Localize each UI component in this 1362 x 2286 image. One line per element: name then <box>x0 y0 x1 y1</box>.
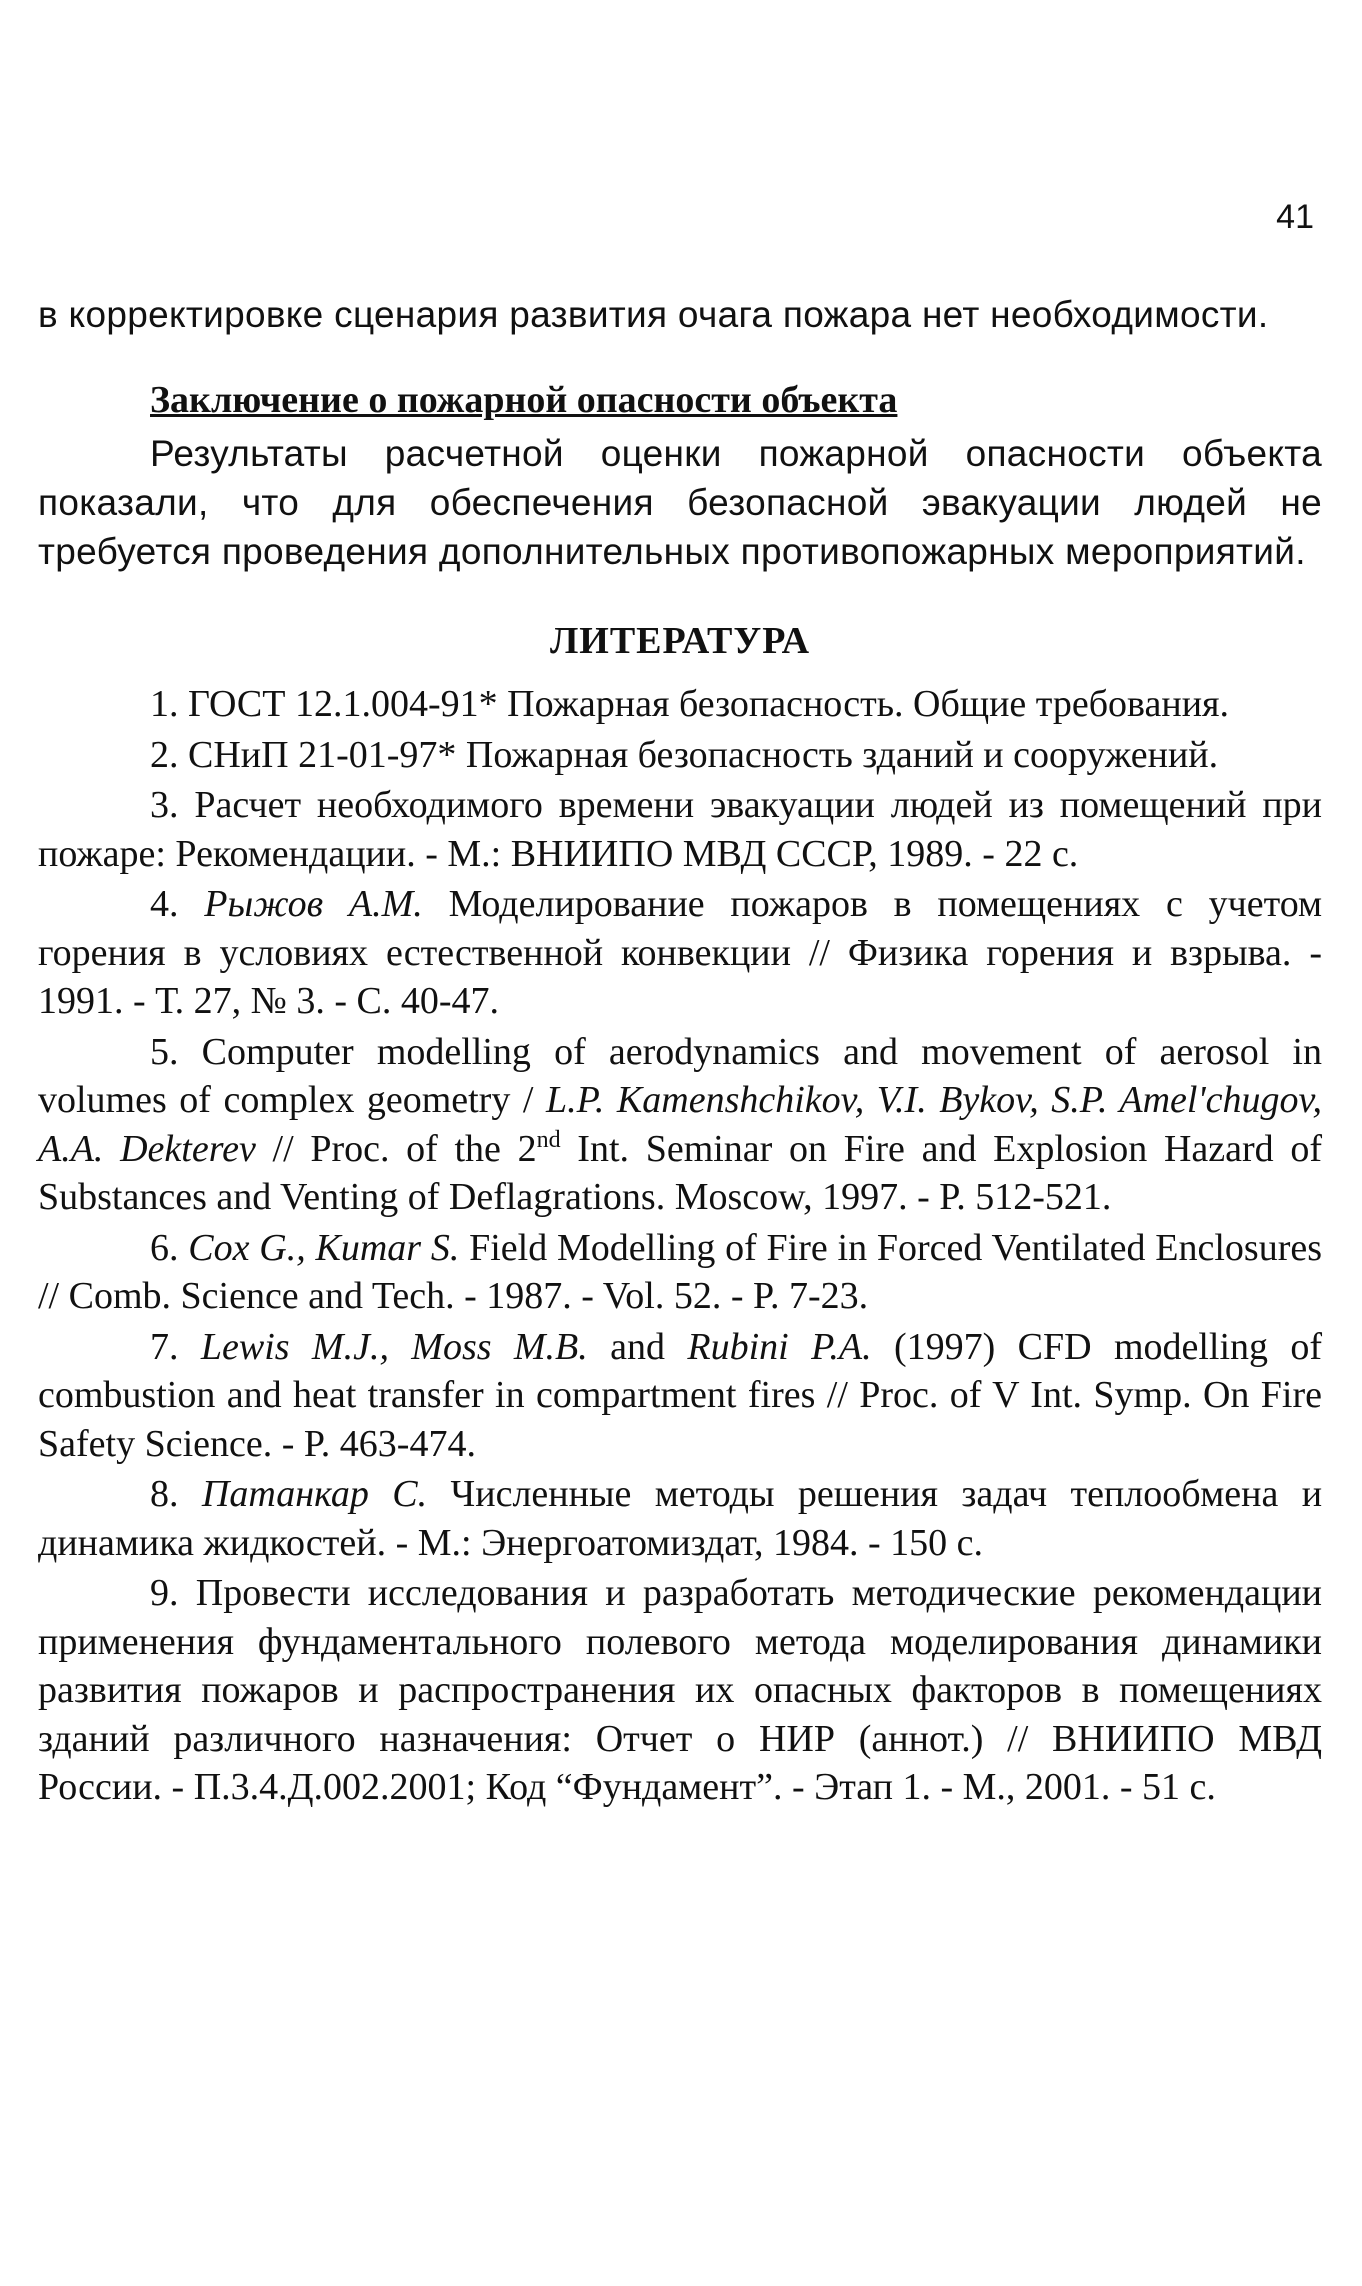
intro-paragraph: в корректировке сценария развития очага пожара нет необходимости. <box>38 294 1269 335</box>
reference-number: 8. <box>150 1473 179 1515</box>
reference-text: (1997) CFD modelling of combustion and heat transfer in compartment fires // Proc. of V Int. Symp. On Fire Safety Science. - P. 463-474. <box>38 1325 1323 1465</box>
reference-text: Расчет необходимого времени эвакуации людей из помещений при пожаре: Рекомендации. - М.: ВНИИПО МВД СССР, 1989. - 22 с. <box>38 784 1322 875</box>
reference-item-7 <box>38 1323 1322 1469</box>
reference-number: 1. <box>150 683 179 725</box>
reference-number: 5. <box>150 1030 179 1073</box>
reference-number: 3. <box>150 784 179 826</box>
reference-text: Int. Seminar on Fire and Explosion Hazard of Substances and Venting of Deflagrations. Moscow, 1997. - P. 512-521. <box>38 1127 1322 1218</box>
reference-number: 7. <box>150 1325 179 1368</box>
reference-text: Computer modelling of aerodynamics and movement of aerosol in volumes of complex geometry / <box>38 1030 1322 1121</box>
reference-text: // Proc. of the 2 <box>255 1127 537 1170</box>
page-number: 41 <box>1276 198 1314 236</box>
reference-item-3 <box>38 781 1322 878</box>
reference-text: Провести исследования и разработать методические рекомендации применения фундаментального полевого метода моделирования динамики развития пожаров и распространения их опасных факторов в помещениях зданий различного назначения: Отчет о НИР (аннот.) // ВНИИПО МВД России. - П.3.4.Д.002.2001; Код “Фундамент”. - Этап 1. - М., 2001. - 51 с. <box>38 1572 1323 1808</box>
reference-item-9 <box>38 1569 1322 1812</box>
reference-item-5 <box>38 1028 1322 1222</box>
reference-text: СНиП 21-01-97* Пожарная безопасность зданий и сооружений. <box>188 733 1219 776</box>
reference-text: ГОСТ 12.1.004-91* Пожарная безопасность. Общие требования. <box>188 683 1230 725</box>
reference-number: 4. <box>150 883 179 925</box>
reference-item-1 <box>38 680 1322 729</box>
reference-number: 2. <box>150 733 179 776</box>
reference-item-6 <box>38 1224 1322 1321</box>
reference-item-2 <box>38 731 1322 780</box>
ordinal-superscript: nd <box>536 1126 561 1153</box>
reference-authors: Патанкар С. <box>201 1473 428 1515</box>
reference-text: Численные методы решения задач теплообмена и динамика жидкостей. - М.: Энергоатомиздат, 1984. - 150 с. <box>38 1473 1323 1564</box>
reference-authors: Rubini P.A. <box>687 1325 872 1368</box>
reference-authors: Cox G., Kumar S. <box>188 1226 460 1269</box>
reference-conjunction: and <box>610 1325 666 1368</box>
document-page <box>38 196 1322 1814</box>
reference-number: 6. <box>150 1226 179 1269</box>
reference-authors: L.P. Kamenshchikov, V.I. Bykov, S.P. Amel'chugov, A.A. Dekterev <box>38 1079 1322 1170</box>
reference-item-8 <box>38 1470 1322 1567</box>
reference-text: Field Modelling of Fire in Forced Ventilated Enclosures // Comb. Science and Tech. - 1987. - Vol. 52. - P. 7-23. <box>38 1226 1323 1317</box>
reference-authors: Рыжов А.М. <box>204 883 423 925</box>
conclusion-paragraph: Результаты расчетной оценки пожарной опасности объекта показали, что для обеспечения безопасной эвакуации людей не требуется проведения дополнительных противопожарных мероприятий. <box>38 433 1322 572</box>
reference-authors: Lewis M.J., Moss M.B. <box>200 1325 588 1368</box>
reference-number: 9. <box>150 1572 179 1614</box>
references-title: ЛИТЕРАТУРА <box>549 620 811 662</box>
references-list <box>38 680 1322 1812</box>
conclusion-heading: Заключение о пожарной опасности объекта <box>150 379 898 421</box>
reference-item-4 <box>38 880 1322 1026</box>
reference-text: Моделирование пожаров в помещениях с учетом горения в условиях естественной конвекции // Физика горения и взрыва. - 1991. - Т. 27, № 3. - С. 40-47. <box>38 883 1323 1022</box>
